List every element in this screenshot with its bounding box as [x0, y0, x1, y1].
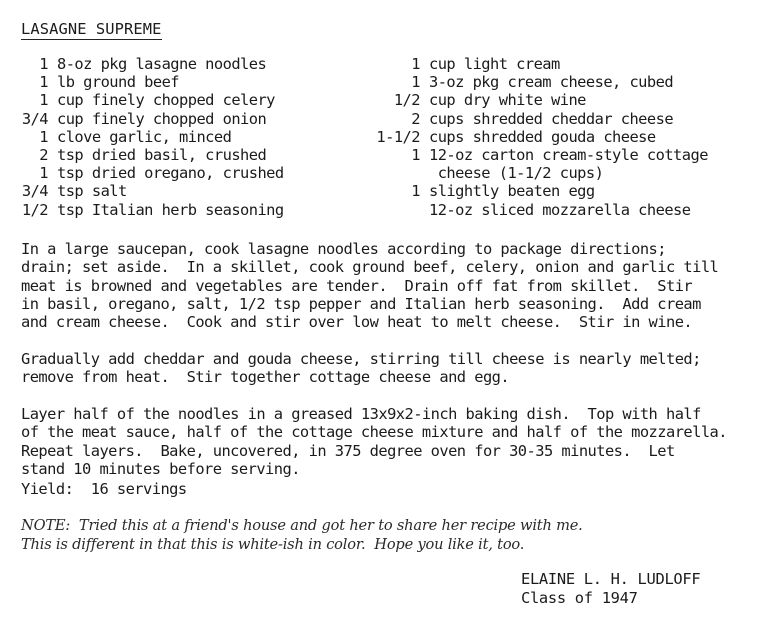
ingredient-quantity: 2: [39, 145, 48, 164]
ingredient-quantity: 1: [411, 73, 420, 92]
ingredient-row: [366, 91, 708, 109]
ingredient-quantity: 1/2: [21, 200, 48, 219]
yield-line: Yield: 16 servings: [21, 480, 187, 498]
ingredient-quantity: 3/4: [21, 109, 48, 128]
ingredient-row: [366, 73, 708, 91]
ingredient-row: [366, 182, 708, 200]
ingredient-item: 3-oz pkg cream cheese, cubed: [429, 73, 674, 92]
ingredient-quantity: 1: [39, 164, 48, 183]
ingredient-item: 8-oz pkg lasagne noodles: [57, 55, 267, 73]
ingredient-item: tsp dried basil, crushed: [57, 145, 267, 164]
class-year: Class of 1947: [521, 589, 638, 607]
ingredient-quantity: 1: [39, 91, 48, 110]
recipe-title: LASAGNE SUPREME: [21, 20, 162, 38]
ingredient-quantity: 1: [39, 73, 48, 92]
ingredient-row: [366, 110, 708, 128]
ingredient-row: [366, 128, 708, 146]
ingredient-item: cup light cream: [429, 55, 560, 73]
ingredient-quantity: 1: [39, 55, 48, 73]
ingredient-row: [14, 73, 284, 91]
ingredient-item: tsp Italian herb seasoning: [57, 200, 284, 219]
ingredient-item: 12-oz sliced mozzarella cheese: [429, 200, 691, 219]
ingredient-list-right: [366, 55, 708, 219]
ingredient-quantity: [366, 164, 429, 182]
ingredient-row: [366, 201, 708, 219]
ingredient-quantity: [366, 201, 429, 219]
ingredient-row: [366, 164, 708, 182]
ingredient-row: [14, 164, 284, 182]
ingredient-item: tsp salt: [57, 182, 127, 201]
ingredient-row: [14, 182, 284, 200]
ingredient-item: clove garlic, minced: [57, 127, 232, 146]
ingredient-item: slightly beaten egg: [429, 182, 595, 201]
instructions-paragraph-1: In a large saucepan, cook lasagne noodles according to package directions; drain; set aside. In a skillet, cook ground beef, celery, onion and garlic till meat is browned and vegetables are tender. Drain off fat from skillet. Stir in basil, oregano, salt, 1/2 tsp pepper and Italian herb seasoning. Add cream and cream cheese. Cook and stir over low heat to melt cheese. Stir in wine.: [21, 240, 719, 332]
ingredient-item: cup dry white wine: [429, 91, 586, 110]
ingredient-row: [14, 110, 284, 128]
ingredient-quantity: 1: [39, 127, 48, 146]
contributor-name: ELAINE L. H. LUDLOFF: [521, 570, 701, 588]
instructions-paragraph-3: Layer half of the noodles in a greased 13x9x2-inch baking dish. Top with half of the meat sauce, half of the cottage cheese mixture and half of the mozzarella. Repeat layers. Bake, uncovered, in 375 degree oven for 30-35 minutes. Let stand 10 minutes before serving.: [21, 405, 727, 478]
ingredient-item: cups shredded gouda cheese: [429, 127, 656, 146]
ingredient-item: lb ground beef: [57, 73, 180, 92]
ingredient-quantity: 1: [411, 182, 420, 201]
ingredient-quantity: 1-1/2: [376, 127, 420, 146]
note-text: NOTE: Tried this at a friend's house and got her to share her recipe with me. This is different in that this is white-ish in color. Hope you like it, too.: [21, 517, 583, 553]
ingredient-row: [14, 55, 284, 73]
ingredient-quantity: 1: [411, 55, 420, 73]
instructions-paragraph-2: Gradually add cheddar and gouda cheese, stirring till cheese is nearly melted; remove from heat. Stir together cottage cheese and egg.: [21, 350, 701, 387]
ingredient-quantity: 1: [411, 145, 420, 164]
ingredient-row: [14, 91, 284, 109]
ingredient-quantity: 2: [411, 109, 420, 128]
ingredient-item: tsp dried oregano, crushed: [57, 164, 284, 183]
ingredient-row: [366, 55, 708, 73]
ingredient-item: cups shredded cheddar cheese: [429, 109, 674, 128]
ingredient-item: cheese (1-1/2 cups): [429, 164, 604, 183]
ingredient-item: cup finely chopped onion: [57, 109, 267, 128]
ingredient-quantity: 1/2: [393, 91, 420, 110]
ingredient-list-left: [14, 55, 284, 219]
ingredient-item: cup finely chopped celery: [57, 91, 275, 110]
ingredient-item: 12-oz carton cream-style cottage: [429, 145, 708, 164]
ingredient-row: [14, 201, 284, 219]
ingredient-row: [14, 128, 284, 146]
signature-block: [521, 570, 700, 608]
ingredient-row: [14, 146, 284, 164]
ingredient-quantity: 3/4: [21, 182, 48, 201]
ingredient-row: [366, 146, 708, 164]
